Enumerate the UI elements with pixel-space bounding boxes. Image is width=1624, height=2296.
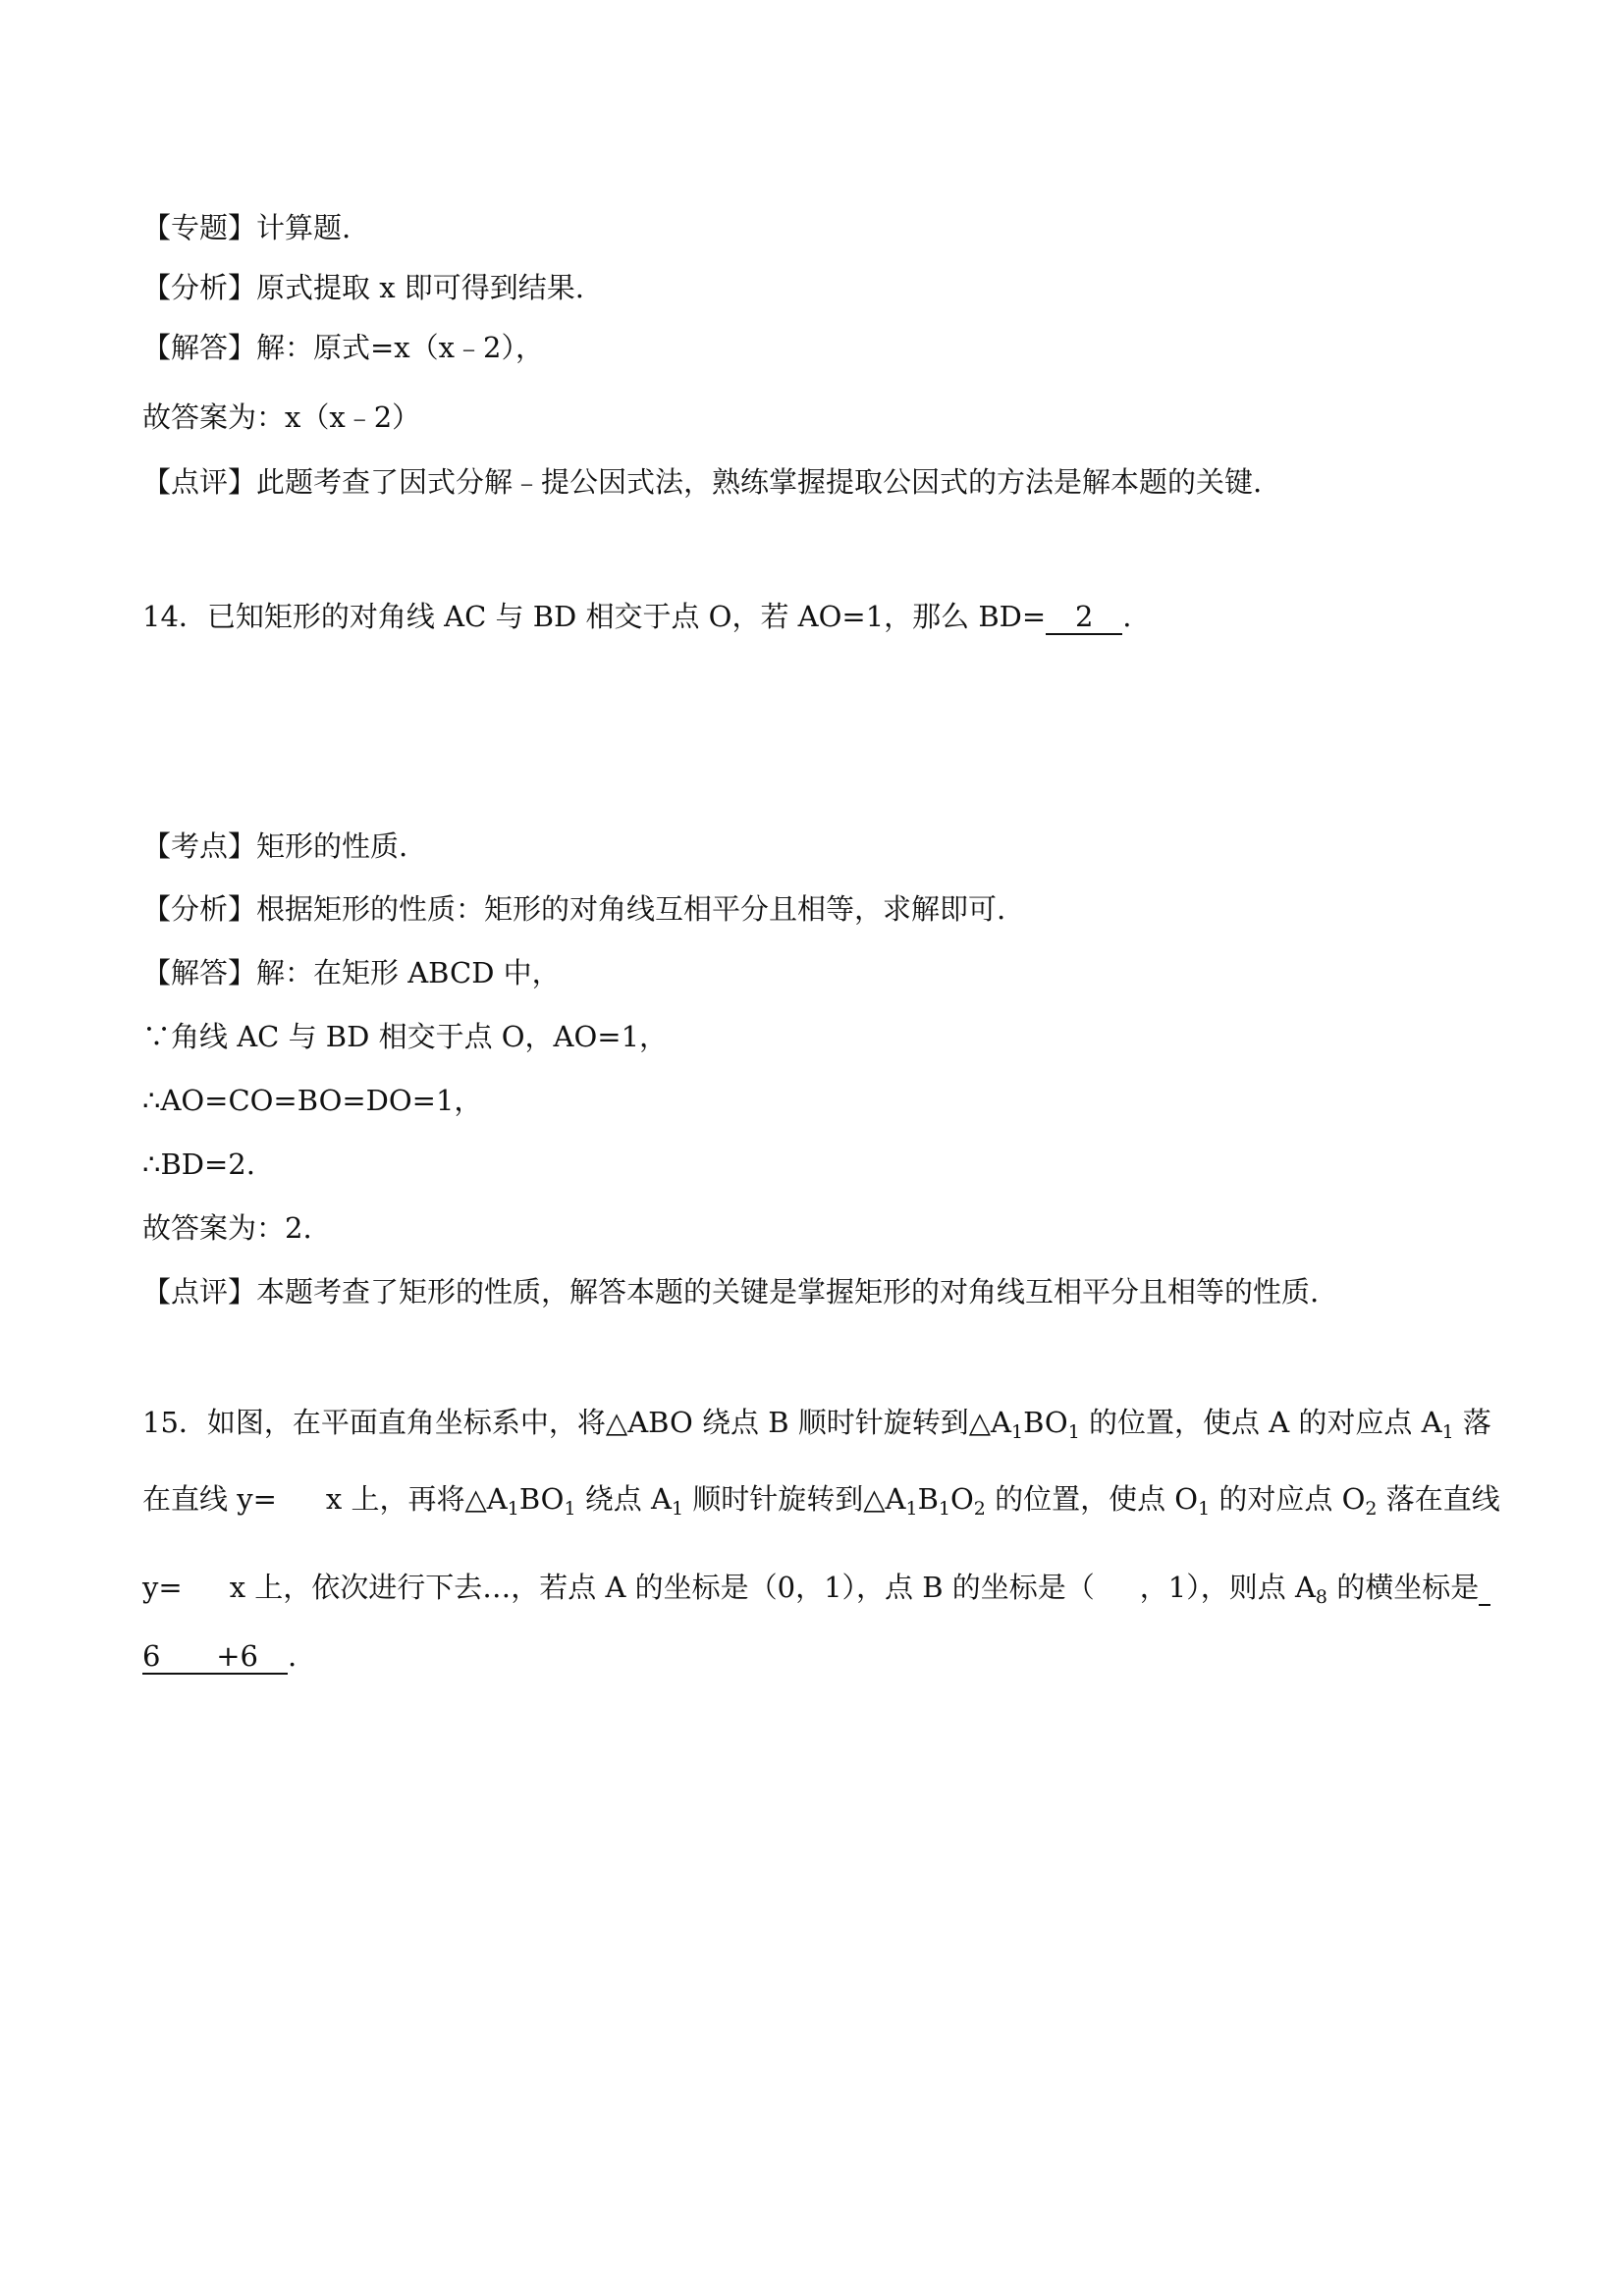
q15-text: 的位置，使点 A 的对应点 A xyxy=(1079,1406,1442,1439)
q13-answer: 故答案为：x（x﹣2） xyxy=(142,400,421,434)
answer-blank-start xyxy=(1479,1571,1490,1606)
q14-review: 【点评】本题考查了矩形的性质，解答本题的关键是掌握矩形的对角线互相平分且相等的性质. xyxy=(142,1275,1320,1308)
subscript: 1 xyxy=(905,1498,918,1520)
q14-step3: ∴BD=2. xyxy=(142,1148,255,1181)
q15-line-2 xyxy=(142,1479,1500,1519)
q15-text: 的横坐标是 xyxy=(1327,1571,1480,1604)
q15-answer-line xyxy=(142,1636,297,1676)
q15-text: BO xyxy=(1023,1406,1068,1439)
subscript: 1 xyxy=(1198,1498,1211,1520)
q15-text: 的位置，使点 O xyxy=(985,1482,1199,1516)
q15-line-3 xyxy=(142,1568,1490,1607)
subscript: 1 xyxy=(507,1498,519,1520)
q13-analysis: 【分析】原式提取 x 即可得到结果. xyxy=(142,271,585,304)
q14-answer: 故答案为：2. xyxy=(142,1211,312,1245)
q15-answer-end: . xyxy=(288,1639,298,1673)
q14-question-text: 14．已知矩形的对角线 AC 与 BD 相交于点 O，若 AO=1，那么 BD= xyxy=(142,600,1047,633)
q15-text: 在直线 y= xyxy=(142,1482,277,1516)
q15-text: y= xyxy=(142,1571,183,1604)
q14-solution: 【解答】解：在矩形 ABCD 中， xyxy=(142,956,561,989)
q15-text: 15．如图，在平面直角坐标系中，将△ABO 绕点 B 顺时针旋转到△A xyxy=(142,1406,1011,1439)
q14-step2: ∴AO=CO=BO=DO=1， xyxy=(142,1084,483,1117)
q15-text: x 上，依次进行下去…，若点 A 的坐标是（0，1），点 B 的坐标是（ xyxy=(229,1571,1095,1604)
subscript: 2 xyxy=(1365,1498,1378,1520)
q15-answer-part-1: 6 xyxy=(142,1639,197,1675)
q15-text: 顺时针旋转到△A xyxy=(683,1482,906,1516)
q14-question-end: . xyxy=(1122,600,1132,633)
q15-answer-blank-tail xyxy=(258,1639,288,1675)
subscript: 8 xyxy=(1315,1586,1328,1608)
q14-question xyxy=(142,597,1131,636)
q13-review: 【点评】此题考查了因式分解﹣提公因式法，熟练掌握提取公因式的方法是解本题的关键. xyxy=(142,465,1263,499)
q15-answer-part-2: +6 xyxy=(197,1639,258,1675)
q15-text: ，1），则点 A xyxy=(1139,1571,1316,1604)
q14-analysis: 【分析】根据矩形的性质：矩形的对角线互相平分且相等，求解即可. xyxy=(142,892,1006,926)
q15-text: O xyxy=(950,1482,974,1516)
subscript: 1 xyxy=(1441,1421,1454,1443)
subscript: 1 xyxy=(938,1498,950,1520)
q15-text: 绕点 A xyxy=(575,1482,672,1516)
subscript: 1 xyxy=(1067,1421,1080,1443)
q14-step1: ∵角线 AC 与 BD 相交于点 O，AO=1， xyxy=(142,1020,669,1053)
q15-text: x 上，再将△A xyxy=(325,1482,508,1516)
q15-text: 的对应点 O xyxy=(1210,1482,1366,1516)
q15-line-1 xyxy=(142,1403,1491,1442)
q15-text: BO xyxy=(518,1482,565,1516)
subscript: 1 xyxy=(671,1498,684,1520)
q13-topic: 【专题】计算题. xyxy=(142,211,352,244)
subscript: 1 xyxy=(1010,1421,1024,1443)
subscript: 2 xyxy=(973,1498,986,1520)
q15-text: 落 xyxy=(1453,1406,1491,1439)
q14-answer-blank: 2 xyxy=(1046,600,1122,635)
q15-text: B xyxy=(917,1482,939,1516)
q13-solution: 【解答】解：原式=x（x﹣2）， xyxy=(142,331,544,364)
q14-kaodian: 【考点】矩形的性质. xyxy=(142,829,408,863)
q15-text: 落在直线 xyxy=(1377,1482,1500,1516)
subscript: 1 xyxy=(564,1498,576,1520)
